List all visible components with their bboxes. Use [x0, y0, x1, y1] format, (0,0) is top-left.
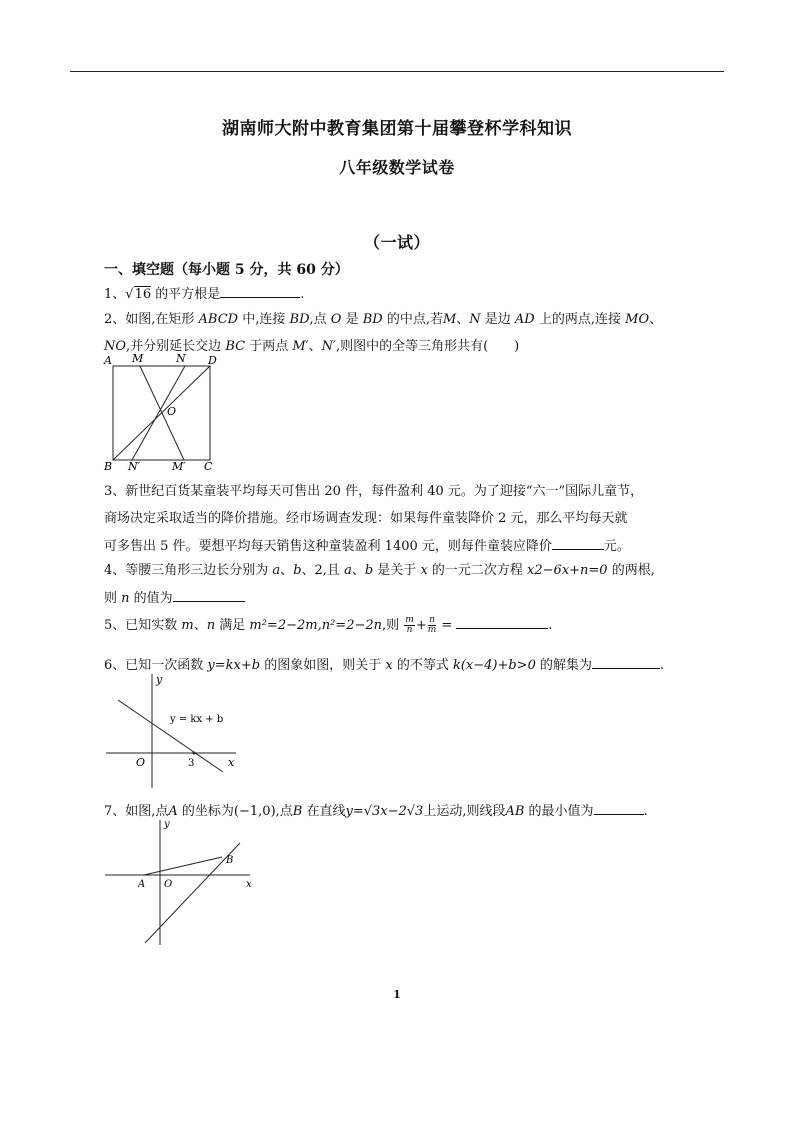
exam-subtitle: 八年级数学试卷: [339, 158, 455, 177]
label-N-prime: N′: [128, 460, 141, 473]
q4-answer-blank: [173, 589, 245, 602]
label-M: M: [132, 352, 144, 365]
coordinate-figure: [100, 815, 260, 950]
label-O: O: [167, 405, 177, 418]
q3-answer-blank: [552, 537, 604, 550]
label-B: B: [104, 460, 113, 473]
q1-answer-blank: [220, 285, 300, 298]
origin-label-q7: O: [164, 879, 173, 890]
point-B-label: B: [226, 855, 234, 866]
q6-answer-blank: [592, 656, 660, 669]
q7-answer-blank: [594, 802, 644, 815]
q1-sqrt: √16: [125, 287, 152, 302]
question-2-line-1: 2、如图,在矩形 ABCD 中,连接 BD,点 O 是 BD 的中点,若M、N 是边 AD 上的两点,连接 MO、: [104, 312, 663, 327]
label-N: N: [176, 352, 186, 365]
linear-function-graph: [100, 668, 250, 793]
question-4-line-1: 4、等腰三角形三边长分别为 a、b、2,且 a、b 是关于 x 的一元二次方程 x2−6x+n=0 的两根,: [104, 563, 655, 578]
axis-x-label-q7: x: [246, 879, 252, 890]
exam-title: 湖南师大附中教育集团第十届攀登杯学科知识: [222, 119, 572, 139]
label-D: D: [208, 354, 217, 367]
axis-x-label: x: [228, 756, 235, 769]
tick-label-3: 3: [188, 758, 195, 769]
axis-y-label: y: [156, 673, 163, 686]
fraction-m-over-n: $\frac{m}{n}$: [405, 615, 414, 635]
label-C: C: [204, 460, 213, 473]
q5-answer-blank: [456, 616, 548, 629]
point-A-label: A: [138, 879, 146, 890]
question-5: 5、已知实数 m、n 满足 m²=2−2m,n²=2−2n,则 $\frac{m}{n}$ + $\frac{n}{m}$ = .: [104, 615, 553, 635]
q1-number: 1、: [104, 287, 126, 302]
question-7: 7、如图,点A 的坐标为(−1,0),点B 在直线y=√3x−2√3上运动,则线段AB 的最小值为 .: [104, 804, 648, 819]
page-number: 1: [393, 988, 401, 1001]
question-3-line-3: 可多售出 5 件。要想平均每天销售这种童装盈利 1400 元，则每件童装应降价 元。: [104, 539, 630, 554]
question-2-line-2: NO,并分别延长交边 BC 于两点 M′、N′,则图中的全等三角形共有( ): [104, 339, 520, 354]
header-rule: [70, 71, 724, 72]
axis-y-label-q7: y: [164, 819, 170, 830]
question-4-line-2: 则 n 的值为: [104, 589, 245, 607]
function-label: y = kx + b: [170, 714, 224, 725]
fraction-n-over-m: $\frac{n}{m}$: [427, 615, 437, 635]
label-A: A: [104, 354, 112, 367]
label-M-prime: M′: [172, 460, 186, 473]
question-3-line-2: 商场决定采取适当的降价措施。经市场调查发现：如果每件童装降价 2 元，那么平均每天就: [104, 511, 628, 526]
question-1: 1、√16 的平方根是 .: [104, 287, 305, 302]
question-6: 6、已知一次函数 y=kx+b 的图象如图，则关于 x 的不等式 k(x−4)+b>0 的解集为 .: [104, 658, 665, 673]
part-label: （一试）: [363, 233, 430, 252]
origin-label: O: [136, 756, 146, 769]
rectangle-figure: [100, 350, 225, 475]
question-3-line-1: 3、新世纪百货某童装平均每天可售出 20 件，每件盈利 40 元。为了迎接“六一”国际儿童节，: [104, 484, 644, 499]
section-heading: 一、填空题（每小题 5 分，共 60 分）: [104, 262, 349, 278]
